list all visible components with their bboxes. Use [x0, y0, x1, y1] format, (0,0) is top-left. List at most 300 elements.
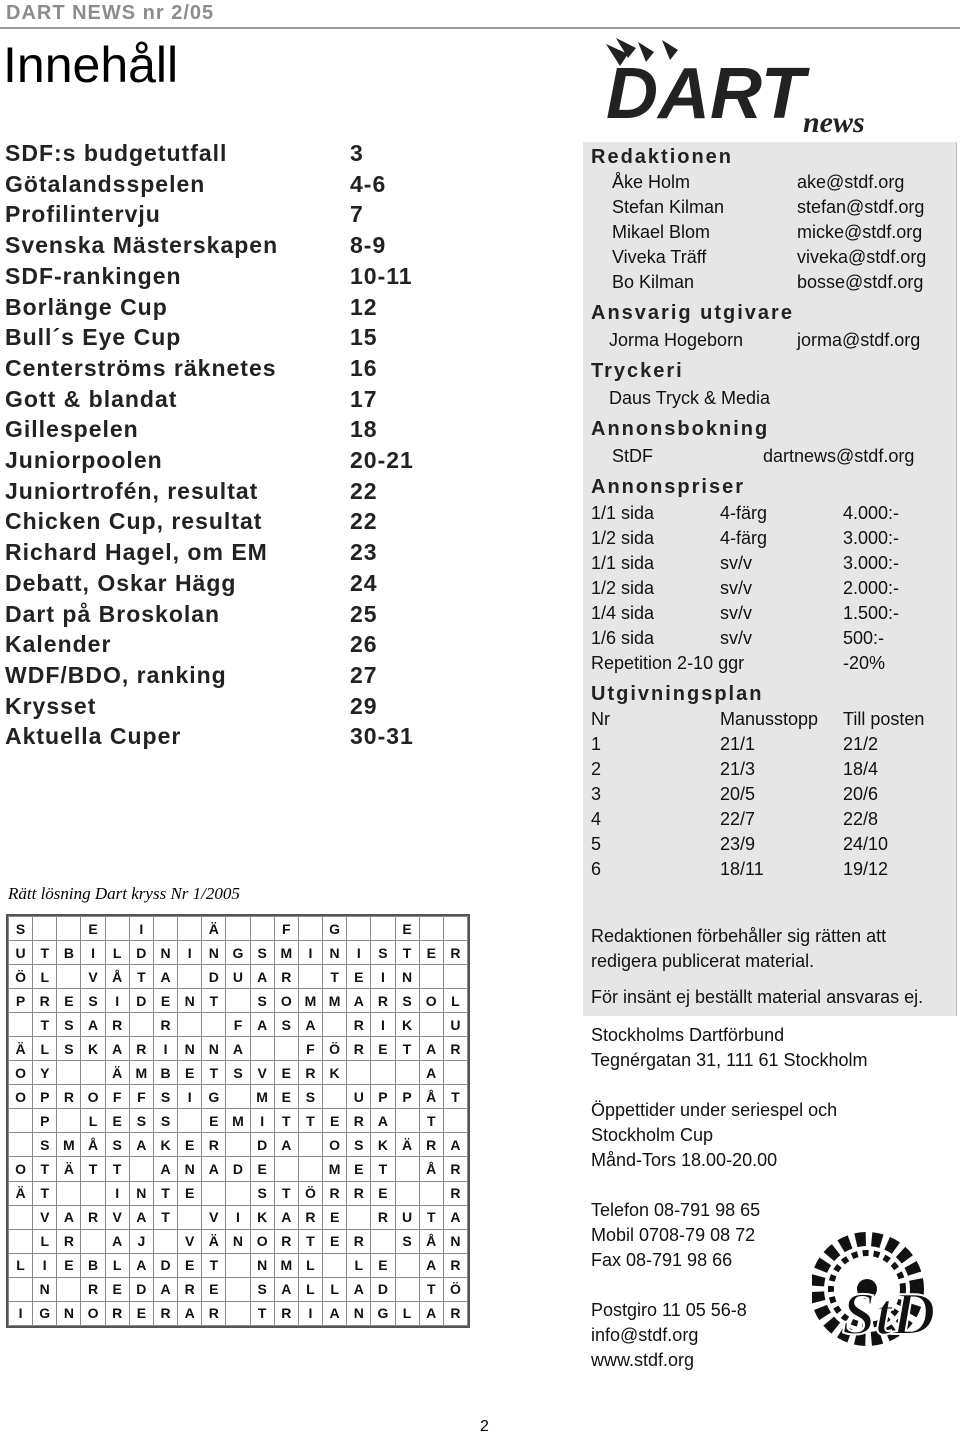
crossword-cell: K: [81, 1037, 105, 1061]
crossword-cell: A: [153, 1277, 177, 1301]
plan-cell: 21/1: [720, 734, 756, 754]
crossword-cell: U: [226, 965, 250, 989]
crossword-cell: [395, 1277, 419, 1301]
crossword-cell: Å: [105, 965, 129, 989]
crossword-cell: R: [347, 1109, 371, 1133]
crossword-cell: B: [57, 941, 81, 965]
crossword-cell: E: [153, 989, 177, 1013]
crossword-cell: V: [81, 965, 105, 989]
crossword-cell: A: [419, 1301, 443, 1325]
crossword-cell: [178, 917, 202, 941]
crossword-cell: [202, 1013, 226, 1037]
price-type: 4-färg: [720, 528, 768, 548]
plan-cell: 18/11: [720, 859, 764, 879]
crossword-row: [9, 1061, 468, 1085]
crossword-cell: O: [419, 989, 443, 1013]
crossword-cell: [57, 1061, 81, 1085]
crossword-cell: A: [419, 1061, 443, 1085]
crossword-cell: S: [371, 941, 395, 965]
crossword-cell: M: [323, 1157, 347, 1181]
crossword-cell: Ö: [443, 1277, 467, 1301]
crossword-cell: S: [153, 1085, 177, 1109]
contact-email: info@stdf.org: [591, 1325, 699, 1345]
crossword-cell: T: [298, 1109, 322, 1133]
crossword-cell: [443, 1061, 467, 1085]
crossword-cell: I: [371, 965, 395, 989]
crossword-cell: O: [9, 1061, 33, 1085]
crossword-cell: A: [347, 989, 371, 1013]
crossword-cell: N: [178, 1157, 202, 1181]
crossword-cell: E: [323, 1109, 347, 1133]
crossword-cell: D: [250, 1133, 274, 1157]
crossword-cell: Ä: [9, 1037, 33, 1061]
crossword-cell: A: [105, 1037, 129, 1061]
crossword-cell: [347, 917, 371, 941]
crossword-cell: R: [129, 1037, 153, 1061]
crossword-cell: K: [395, 1013, 419, 1037]
crossword-cell: U: [395, 1205, 419, 1229]
crossword-cell: R: [419, 1133, 443, 1157]
crossword-cell: Å: [81, 1133, 105, 1157]
crossword-cell: A: [250, 1013, 274, 1037]
crossword-cell: D: [129, 1277, 153, 1301]
crossword-cell: [395, 1181, 419, 1205]
crossword-cell: Ä: [395, 1133, 419, 1157]
crossword-cell: K: [153, 1133, 177, 1157]
crossword-cell: N: [395, 965, 419, 989]
crossword-cell: R: [202, 1133, 226, 1157]
crossword-cell: T: [274, 1181, 298, 1205]
editor-email: viveka@stdf.org: [797, 247, 927, 267]
plan-cell: 21/2: [843, 734, 879, 754]
crossword-cell: T: [419, 1277, 443, 1301]
crossword-cell: I: [371, 1013, 395, 1037]
crossword-cell: N: [323, 941, 347, 965]
crossword-cell: T: [202, 1061, 226, 1085]
crossword-cell: N: [57, 1301, 81, 1325]
crossword-cell: S: [347, 1133, 371, 1157]
toc-item-page: 12: [350, 293, 378, 320]
crossword-cell: T: [153, 1205, 177, 1229]
toc-item: [5, 201, 435, 231]
contact-phone: Telefon 08-791 98 65: [591, 1200, 761, 1220]
editor-email: bosse@stdf.org: [797, 272, 924, 292]
crossword-cell: R: [371, 989, 395, 1013]
crossword-cell: [226, 1085, 250, 1109]
crossword-cell: N: [202, 1037, 226, 1061]
crossword-cell: A: [105, 1229, 129, 1253]
logo-sub: news: [803, 106, 865, 136]
toc-item: [5, 416, 435, 446]
toc-item-title: Juniortrofén, resultat: [5, 477, 259, 504]
contact-web: www.stdf.org: [591, 1350, 695, 1370]
crossword-cell: D: [202, 965, 226, 989]
crossword-cell: D: [129, 941, 153, 965]
plan-column-header: Manusstopp: [720, 709, 819, 729]
crossword-cell: A: [202, 1157, 226, 1181]
crossword-cell: M: [250, 1085, 274, 1109]
crossword-row: [9, 917, 468, 941]
page-number: 2: [480, 1418, 489, 1435]
crossword-cell: [57, 1181, 81, 1205]
crossword-cell: T: [33, 1181, 57, 1205]
crossword-cell: I: [250, 1109, 274, 1133]
redaktionen-heading: Redaktionen: [591, 146, 734, 168]
plan-column-header: Nr: [591, 709, 610, 729]
toc-item-page: 22: [350, 508, 378, 535]
crossword-cell: N: [153, 941, 177, 965]
contact-org: Stockholms Dartförbund: [591, 1025, 785, 1045]
toc-item-page: 24: [350, 569, 378, 596]
crossword-cell: D: [129, 989, 153, 1013]
crossword-cell: I: [298, 1301, 322, 1325]
crossword-cell: T: [33, 1013, 57, 1037]
plan-cell: 6: [591, 859, 602, 879]
crossword-cell: I: [129, 917, 153, 941]
editor-email: ake@stdf.org: [797, 172, 905, 192]
plan-cell: 23/9: [720, 834, 756, 854]
toc-item-page: 20-21: [350, 447, 414, 473]
editor-email: micke@stdf.org: [797, 222, 923, 242]
price-value: 4.000:-: [843, 503, 900, 523]
price-type: 4-färg: [720, 503, 768, 523]
crossword-row: [9, 1301, 468, 1325]
crossword-cell: O: [274, 989, 298, 1013]
crossword-cell: [274, 1157, 298, 1181]
editor-name: Stefan Kilman: [612, 197, 725, 217]
crossword-cell: P: [33, 1109, 57, 1133]
crossword-cell: A: [178, 1301, 202, 1325]
crossword-cell: S: [298, 1085, 322, 1109]
toc-item-title: Borlänge Cup: [5, 293, 168, 320]
crossword-cell: V: [250, 1061, 274, 1085]
price-value: 1.500:-: [843, 603, 900, 623]
crossword-cell: N: [443, 1229, 467, 1253]
crossword-row: [9, 1013, 468, 1037]
crossword-cell: T: [419, 1109, 443, 1133]
toc-item-page: 3: [350, 140, 364, 166]
crossword-cell: T: [371, 1157, 395, 1181]
crossword-cell: B: [81, 1253, 105, 1277]
crossword-row: [9, 1205, 468, 1229]
crossword-cell: K: [250, 1205, 274, 1229]
price-type: sv/v: [720, 553, 753, 573]
crossword-cell: R: [153, 1301, 177, 1325]
toc-item-title: Bull´s Eye Cup: [5, 324, 182, 351]
crossword-cell: T: [105, 1157, 129, 1181]
editor-name: Viveka Träff: [612, 247, 707, 267]
toc-item-title: Profilintervju: [5, 201, 161, 228]
plan-cell: 20/5: [720, 784, 756, 804]
utgivningsplan-heading: Utgivningsplan: [591, 683, 764, 705]
crossword-cell: [443, 917, 467, 941]
crossword-cell: J: [129, 1229, 153, 1253]
crossword-cell: A: [250, 965, 274, 989]
crossword-cell: A: [274, 1133, 298, 1157]
stdf-logo: [812, 1224, 952, 1374]
crossword-cell: A: [419, 1037, 443, 1061]
crossword-cell: [57, 965, 81, 989]
crossword-cell: E: [178, 1133, 202, 1157]
header-rule: [0, 27, 960, 29]
crossword-cell: G: [226, 941, 250, 965]
toc-item: [5, 723, 435, 753]
crossword-cell: L: [105, 941, 129, 965]
crossword-cell: R: [371, 1205, 395, 1229]
crossword-cell: Å: [419, 1157, 443, 1181]
crossword-cell: E: [178, 1061, 202, 1085]
toc-item-page: 18: [350, 416, 378, 443]
crossword-cell: E: [250, 1157, 274, 1181]
crossword-cell: [178, 1013, 202, 1037]
crossword-cell: A: [153, 1157, 177, 1181]
crossword-cell: Ä: [57, 1157, 81, 1181]
crossword-cell: R: [33, 989, 57, 1013]
crossword-cell: A: [57, 1205, 81, 1229]
crossword-cell: [57, 917, 81, 941]
crossword-cell: R: [202, 1301, 226, 1325]
toc-item-page: 30-31: [350, 723, 414, 750]
editor-name: Bo Kilman: [612, 272, 695, 292]
contact-address: Tegnérgatan 31, 111 61 Stockholm: [591, 1050, 868, 1070]
crossword-cell: [298, 1133, 322, 1157]
crossword-cell: A: [443, 1205, 467, 1229]
stdf-logo-text: StD: [842, 1281, 936, 1347]
toc-item-title: Aktuella Cuper: [5, 723, 182, 750]
crossword-cell: [395, 1061, 419, 1085]
crossword-cell: [443, 965, 467, 989]
crossword-cell: [178, 1109, 202, 1133]
crossword-cell: R: [274, 1301, 298, 1325]
toc-item: [5, 140, 435, 170]
toc-item-title: Centerströms räknetes: [5, 354, 277, 381]
crossword-cell: E: [347, 965, 371, 989]
crossword-cell: A: [274, 1277, 298, 1301]
crossword-cell: [153, 1229, 177, 1253]
crossword-cell: E: [57, 1253, 81, 1277]
toc-item: [5, 662, 435, 692]
crossword-cell: R: [323, 1181, 347, 1205]
crossword-cell: [443, 1109, 467, 1133]
crossword-cell: E: [371, 1037, 395, 1061]
crossword-cell: R: [178, 1277, 202, 1301]
crossword-cell: A: [274, 1205, 298, 1229]
crossword-cell: [178, 965, 202, 989]
crossword-cell: E: [274, 1061, 298, 1085]
crossword-cell: R: [105, 1013, 129, 1037]
crossword-cell: E: [323, 1229, 347, 1253]
crossword-cell: A: [298, 1013, 322, 1037]
crossword-cell: [9, 1205, 33, 1229]
crossword-cell: R: [347, 1181, 371, 1205]
crossword-cell: Ä: [9, 1181, 33, 1205]
plan-cell: 21/3: [720, 759, 756, 779]
crossword-cell: [153, 917, 177, 941]
crossword-cell: T: [250, 1301, 274, 1325]
crossword-cell: [178, 1205, 202, 1229]
plan-cell: 22/7: [720, 809, 756, 829]
crossword-cell: [347, 1061, 371, 1085]
crossword-cell: T: [33, 941, 57, 965]
toc-item-page: 26: [350, 631, 378, 658]
crossword-cell: V: [33, 1205, 57, 1229]
crossword-cell: [9, 1229, 33, 1253]
crossword-cell: P: [371, 1085, 395, 1109]
crossword-cell: Ö: [298, 1181, 322, 1205]
crossword-cell: N: [202, 941, 226, 965]
crossword-cell: E: [347, 1157, 371, 1181]
crossword-cell: T: [202, 989, 226, 1013]
crossword-cell: G: [202, 1085, 226, 1109]
crossword-cell: N: [33, 1277, 57, 1301]
crossword-cell: [419, 1181, 443, 1205]
crossword-cell: [226, 1133, 250, 1157]
annonsbokning-heading: Annonsbokning: [591, 418, 770, 440]
crossword-cell: F: [226, 1013, 250, 1037]
crossword-cell: M: [274, 941, 298, 965]
crossword-cell: U: [347, 1085, 371, 1109]
crossword-cell: E: [419, 941, 443, 965]
contact-hours: Öppettider under seriespel och: [591, 1100, 838, 1120]
crossword-cell: I: [105, 989, 129, 1013]
crossword-cell: A: [226, 1037, 250, 1061]
crossword-cell: R: [105, 1301, 129, 1325]
annonspriser-heading: Annonspriser: [591, 476, 746, 498]
crossword-cell: S: [129, 1109, 153, 1133]
crossword-cell: M: [323, 989, 347, 1013]
crossword-cell: S: [250, 1181, 274, 1205]
crossword-cell: O: [250, 1229, 274, 1253]
toc-item-title: Juniorpoolen: [5, 447, 163, 473]
toc-item-page: 16: [350, 354, 378, 381]
crossword-cell: T: [33, 1157, 57, 1181]
plan-cell: 18/4: [843, 759, 879, 779]
toc-item: [5, 539, 435, 569]
crossword-cell: F: [129, 1085, 153, 1109]
crossword-row: [9, 1253, 468, 1277]
crossword-cell: S: [395, 989, 419, 1013]
crossword-cell: [81, 1229, 105, 1253]
crossword-cell: L: [33, 1229, 57, 1253]
crossword-cell: R: [274, 965, 298, 989]
crossword-cell: V: [105, 1205, 129, 1229]
crossword-cell: K: [371, 1133, 395, 1157]
crossword-cell: S: [105, 1133, 129, 1157]
toc-item-title: Debatt, Oskar Hägg: [5, 569, 237, 596]
crossword-cell: I: [81, 941, 105, 965]
crossword-cell: N: [226, 1229, 250, 1253]
crossword-cell: S: [33, 1133, 57, 1157]
toc-item: [5, 601, 435, 631]
plan-cell: 24/10: [843, 834, 889, 854]
page-title: Innehåll: [3, 37, 179, 93]
crossword-cell: [226, 1181, 250, 1205]
crossword-cell: I: [178, 941, 202, 965]
crossword-cell: S: [81, 989, 105, 1013]
crossword-cell: A: [419, 1253, 443, 1277]
crossword-cell: F: [298, 1037, 322, 1061]
crossword-cell: E: [81, 917, 105, 941]
crossword-cell: P: [33, 1085, 57, 1109]
contact-fax: Fax 08-791 98 66: [591, 1250, 733, 1270]
price-type: sv/v: [720, 628, 753, 648]
crossword-cell: S: [250, 989, 274, 1013]
crossword-cell: S: [250, 941, 274, 965]
plan-cell: 3: [591, 784, 602, 804]
crossword-cell: A: [129, 1205, 153, 1229]
crossword-row: [9, 1085, 468, 1109]
crossword-cell: [371, 1229, 395, 1253]
crossword-cell: S: [153, 1109, 177, 1133]
price-type: sv/v: [720, 603, 753, 623]
crossword-cell: O: [323, 1133, 347, 1157]
toc-item-title: WDF/BDO, ranking: [5, 661, 227, 688]
crossword-cell: [226, 1253, 250, 1277]
crossword-row: [9, 989, 468, 1013]
crossword-cell: E: [371, 1253, 395, 1277]
crossword-cell: T: [202, 1253, 226, 1277]
crossword-cell: I: [105, 1181, 129, 1205]
crossword-cell: I: [226, 1205, 250, 1229]
crossword-cell: N: [347, 1301, 371, 1325]
crossword-cell: [202, 1181, 226, 1205]
crossword-cell: Ö: [323, 1037, 347, 1061]
crossword-cell: A: [153, 965, 177, 989]
crossword-cell: [129, 1013, 153, 1037]
crossword-cell: N: [129, 1181, 153, 1205]
crossword-cell: [33, 917, 57, 941]
crossword-cell: G: [33, 1301, 57, 1325]
crossword-cell: R: [347, 1229, 371, 1253]
toc-item-page: 4-6: [350, 170, 387, 197]
crossword-cell: [395, 1157, 419, 1181]
plan-cell: 19/12: [843, 859, 889, 879]
crossword-cell: R: [298, 1061, 322, 1085]
crossword-cell: G: [371, 1301, 395, 1325]
crossword-cell: [250, 917, 274, 941]
crossword-cell: L: [81, 1109, 105, 1133]
crossword-cell: [9, 1013, 33, 1037]
toc-item-page: 17: [350, 385, 378, 412]
crossword-cell: [226, 917, 250, 941]
crossword-cell: G: [323, 917, 347, 941]
crossword-cell: R: [274, 1229, 298, 1253]
price-size: 1/4 sida: [591, 603, 655, 623]
toc-item-title: Dart på Broskolan: [5, 600, 221, 627]
crossword-cell: V: [178, 1229, 202, 1253]
toc-item-title: Kalender: [5, 631, 112, 658]
crossword-cell: E: [178, 1253, 202, 1277]
crossword-cell: E: [105, 1277, 129, 1301]
crossword-cell: [298, 917, 322, 941]
crossword-cell: [9, 1277, 33, 1301]
crossword-cell: L: [33, 1037, 57, 1061]
crossword-cell: L: [298, 1277, 322, 1301]
plan-cell: 22/8: [843, 809, 879, 829]
crossword-cell: I: [153, 1037, 177, 1061]
crossword-cell: U: [443, 1013, 467, 1037]
crossword-cell: A: [81, 1013, 105, 1037]
crossword-cell: R: [81, 1277, 105, 1301]
crossword-cell: P: [9, 989, 33, 1013]
toc-item: [5, 263, 435, 293]
annonsbokning-name: StDF: [612, 446, 654, 466]
toc-item: [5, 508, 435, 538]
crossword-cell: [371, 1061, 395, 1085]
toc-item-page: 15: [350, 324, 378, 351]
crossword-cell: E: [202, 1109, 226, 1133]
tryckeri-heading: Tryckeri: [591, 360, 684, 382]
